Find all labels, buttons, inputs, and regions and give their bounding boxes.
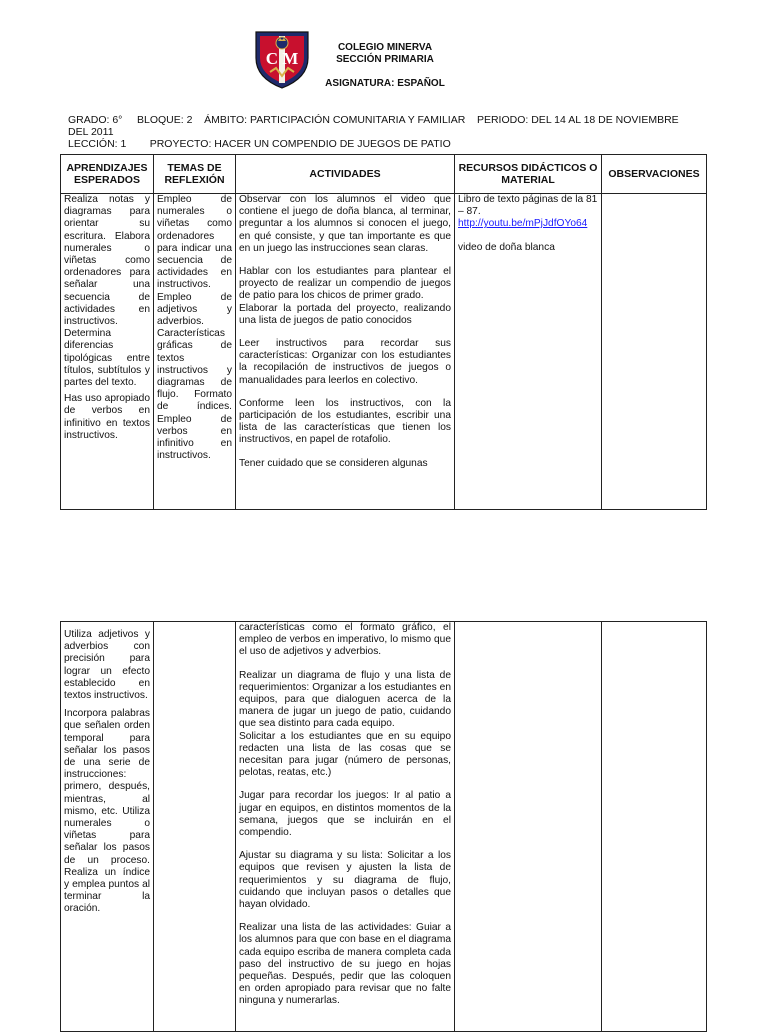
aprendizaje-text: Has uso apropiado de verbos en infinitivo en textos instructivos.: [64, 393, 150, 441]
actividad-paragraph: Observar con los alumnos el video que contiene el juego de doña blanca, al terminar, preguntar a los alumnos si conocen el juego, en qué consiste, y que tan importante es que en un juego las instrucciones sean claras.: [239, 194, 451, 254]
planning-table-page-2: [60, 621, 707, 1032]
column-header-recursos: RECURSOS DIDÁCTICOS O MATERIAL: [455, 155, 602, 194]
project-label: PROYECTO: HACER UN COMPENDIO DE JUEGOS DE PATIO: [149, 138, 451, 150]
column-header-observaciones: OBSERVACIONES: [602, 155, 707, 194]
lesson-info-line-2: [68, 138, 768, 150]
school-section: SECCIÓN PRIMARIA: [336, 54, 434, 65]
column-header-actividades: ACTIVIDADES: [236, 155, 455, 194]
aprendizajes-cell: [61, 194, 154, 510]
table-header-row: [61, 155, 707, 194]
actividad-paragraph: Conforme leen los instructivos, con la participación de los estudiantes, escribir una lista de las características que tienen los instructivos, en papel de rotafolio.: [239, 397, 451, 446]
actividades-cell: [236, 622, 455, 1032]
lesson-info-line-1: [68, 114, 768, 126]
school-name: COLEGIO MINERVA: [337, 42, 433, 53]
actividades-cell: [236, 194, 455, 510]
aprendizaje-text: Realiza notas y diagramas para orientar su escritura. Elabora numerales o viñetas como ordenadores para señalar una secuencia de actividades en instructivos. Determina diferencias tipológicas entre títulos, subtítulos y partes del texto.: [64, 194, 150, 389]
table-row: [61, 622, 707, 1032]
actividad-paragraph: Elaborar la portada del proyecto, realizando una lista de juegos de patio conocidos: [239, 302, 451, 326]
actividad-paragraph: Hablar con los estudiantes para plantear el proyecto de realizar un compendio de juegos de patio para los chicos de primer grado.: [239, 266, 451, 302]
actividad-paragraph: Realizar un diagrama de flujo y una lista de requerimientos: Organizar a los estudiantes en equipos, para que dialoguen acerca de la manera de jugar un juego de patio, cuidando que sea distinto para cada equipo.: [239, 669, 451, 730]
temas-cell: [154, 194, 236, 510]
aprendizajes-cell: [61, 622, 154, 1032]
actividad-paragraph: Ajustar su diagrama y su lista: Solicitar a los equipos que revisen y ajusten la lista de requerimientos y su diagrama de flujo, cuidando que incluyan pasos o detalles que hayan olvidado.: [239, 850, 451, 911]
aprendizaje-text: Incorpora palabras que señalen orden temporal para señalar los pasos de una serie de instrucciones: primero, después, mientras, al mismo, etc. Utiliza numerales o viñetas para señalar los pasos de un proceso. Realiza un índice y emplea puntos al terminar la oración.: [64, 708, 150, 915]
grade-label: GRADO: 6°: [68, 114, 123, 126]
actividad-paragraph: Tener cuidado que se consideren algunas: [239, 457, 428, 469]
recursos-cell: [455, 622, 602, 1032]
column-header-temas: TEMAS DE REFLEXIÓN: [154, 155, 236, 194]
column-header-aprendizajes: APRENDIZAJES ESPERADOS: [61, 155, 154, 194]
actividad-paragraph: Jugar para recordar los juegos: Ir al patio a jugar en equipos, en distintos momentos de la semana, juegos que se incluirán en el compendio.: [239, 790, 451, 839]
lesson-label: LECCIÓN: 1: [68, 138, 127, 150]
video-description: video de doña blanca: [458, 241, 555, 253]
svg-text:C M: C M: [265, 49, 299, 68]
subject-title: ASIGNATURA: ESPAÑOL: [325, 78, 445, 89]
actividad-paragraph: características como el formato gráfico, el empleo de verbos en imperativo, lo mismo que el uso de adjetivos y adverbios.: [239, 622, 451, 658]
actividad-paragraph: Realizar una lista de las actividades: Guiar a los alumnos para que con base en el diagrama cada equipo escriba de manera completa cada paso del instructivo de su juego en hojas pequeñas. Después, pedir que las coloquen en orden apropiado para revisar que no falte ninguna y numerarlas.: [239, 922, 451, 1007]
planning-table-page-1: [60, 154, 707, 510]
actividad-paragraph: Solicitar a los estudiantes que en su equipo redacten una lista de las cosas que se necesitan para jugar (número de personas, pelotas, reatas, etc.): [239, 730, 451, 779]
textbook-pages: Libro de texto páginas de la 81 – 87.: [458, 194, 598, 218]
aprendizaje-text: Utiliza adjetivos y adverbios con precisión para lograr un efecto establecido en textos instructivos.: [64, 629, 150, 702]
observaciones-cell: [602, 622, 707, 1032]
temas-cell: [154, 622, 236, 1032]
temas-text: Empleo de numerales o viñetas como ordenadores para indicar una secuencia de actividades en instructivos. Empleo de adjetivos y adverbios. Características gráficas de textos instructivos y diagramas de flujo. Formato de índices. Empleo de verbos en infinitivo en instructivos.: [157, 194, 232, 462]
video-link[interactable]: http://youtu.be/mPjJdfOYo64: [458, 218, 588, 230]
table-row: [61, 194, 707, 510]
observaciones-cell: [602, 194, 707, 510]
block-label: BLOQUE: 2: [136, 114, 193, 126]
scope-label: ÁMBITO: PARTICIPACIÓN COMUNITARIA Y FAMILIAR: [204, 114, 466, 126]
period-label: PERIODO: DEL 14 AL 18 DE NOVIEMBRE: [476, 114, 679, 126]
actividad-paragraph: Leer instructivos para recordar sus características: Organizar con los estudiantes la recopilación de instructivos de juegos o manualidades para leerlos en colectivo.: [239, 338, 451, 386]
recursos-cell: [455, 194, 602, 510]
period-year: DEL 2011: [68, 126, 114, 138]
